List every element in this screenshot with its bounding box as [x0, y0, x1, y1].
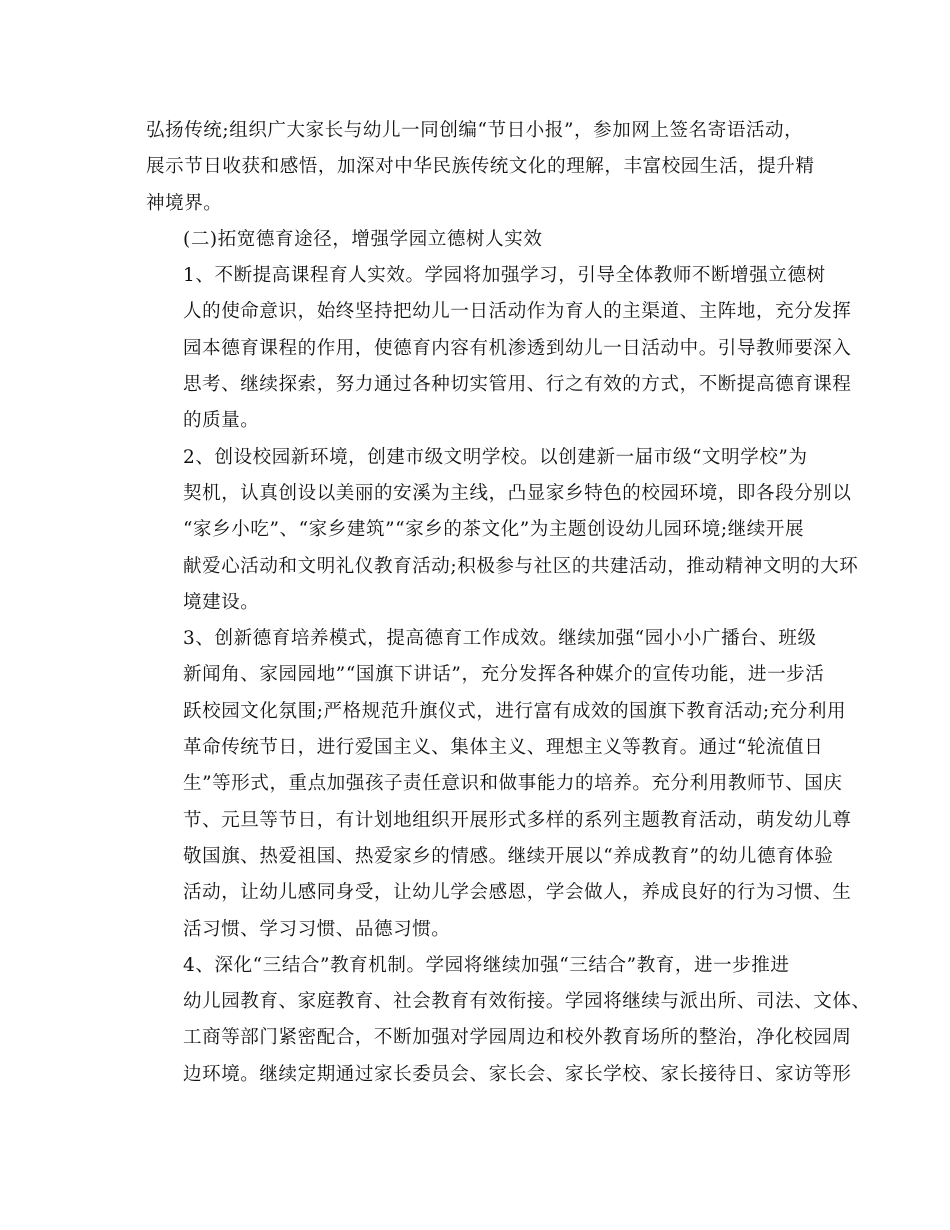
text-line: 幼儿园教育、家庭教育、社会教育有效衔接。学园将继续与派出所、司法、文体、 [183, 991, 871, 1013]
text-line: 弘扬传统;组织广大家长与幼儿一同创编“节日小报”，参加网上签名寄语活动， [146, 120, 804, 141]
text-line: 思考、继续探索，努力通过各种切实管用、行之有效的方式，不断提高德育课程 [183, 374, 852, 396]
paragraph [146, 258, 852, 439]
document-body [146, 113, 871, 1093]
text-line: 节、元旦等节日，有计划地组织开展形式多样的系列主题教育活动，萌发幼儿尊 [183, 809, 852, 831]
text-line: 人的使命意识，始终坚持把幼儿一日活动作为育人的主渠道、主阵地，充分发挥 [183, 301, 852, 323]
text-line: 敬国旗、热爱祖国、热爱家乡的情感。继续开展以“养成教育”的幼儿德育体验 [183, 845, 834, 867]
text-line: 工商等部门紧密配合，不断加强对学园周边和校外教育场所的整治，净化校园周 [183, 1027, 852, 1049]
text-line: 神境界。 [146, 192, 223, 214]
text-line: 革命传统节日，进行爱国主义、集体主义、理想主义等教育。通过“轮流值日 [183, 737, 824, 759]
text-line: 2、创设校园新环境，创建市级文明学校。以创建新一届市级“文明学校”为 [183, 446, 808, 468]
text-line: 活习惯、学习习惯、品德习惯。 [183, 918, 451, 940]
text-line: 的质量。 [183, 410, 260, 432]
text-line: 新闻角、家园园地”“国旗下讲话”，充分发挥各种媒介的宣传功能，进一步活 [183, 664, 825, 686]
text-line: 活动，让幼儿感同身受，让幼儿学会感恩，学会做人，养成良好的行为习惯、生 [183, 882, 852, 904]
text-line: “家乡小吃”、“家乡建筑”“家乡的茶文化”为主题创设幼儿园环境;继续开展 [183, 519, 805, 541]
text-line: 境建设。 [183, 591, 260, 613]
text-line: 3、创新德育培养模式，提高德育工作成效。继续加强“园小小广播台、班级 [183, 628, 817, 650]
text-line: 跃校园文化氛围;严格规范升旗仪式，进行富有成效的国旗下教育活动;充分利用 [183, 700, 847, 722]
text-line: 展示节日收获和感悟，加深对中华民族传统文化的理解，丰富校园生活，提升精 [146, 156, 815, 178]
paragraph [146, 113, 815, 222]
text-line: 契机，认真创设以美丽的安溪为主线，凸显家乡特色的校园环境，即各段分别以 [183, 482, 852, 504]
text-line: 1、不断提高课程育人实效。学园将加强学习，引导全体教师不断增强立德树 [183, 265, 826, 287]
text-line: 4、深化“三结合”教育机制。学园将继续加强“三结合”教育，进一步推进 [183, 954, 790, 976]
paragraph [146, 948, 871, 1093]
text-line: 献爱心活动和文明礼仪教育活动;积极参与社区的共建活动，推动精神文明的大环 [183, 555, 859, 577]
paragraph [146, 621, 852, 948]
text-line: 园本德育课程的作用，使德育内容有机渗透到幼儿一日活动中。引导教师要深入 [183, 337, 852, 359]
paragraph [146, 222, 810, 258]
paragraph [146, 440, 859, 621]
text-line: 生”等形式，重点加强孩子责任意识和做事能力的培养。充分利用教师节、国庆 [183, 773, 843, 795]
text-line: 边环境。继续定期通过家长委员会、家长会、家长学校、家长接待日、家访等形 [183, 1063, 852, 1085]
text-line: (二)拓宽德育途径，增强学园立德树人实效 [183, 228, 543, 250]
